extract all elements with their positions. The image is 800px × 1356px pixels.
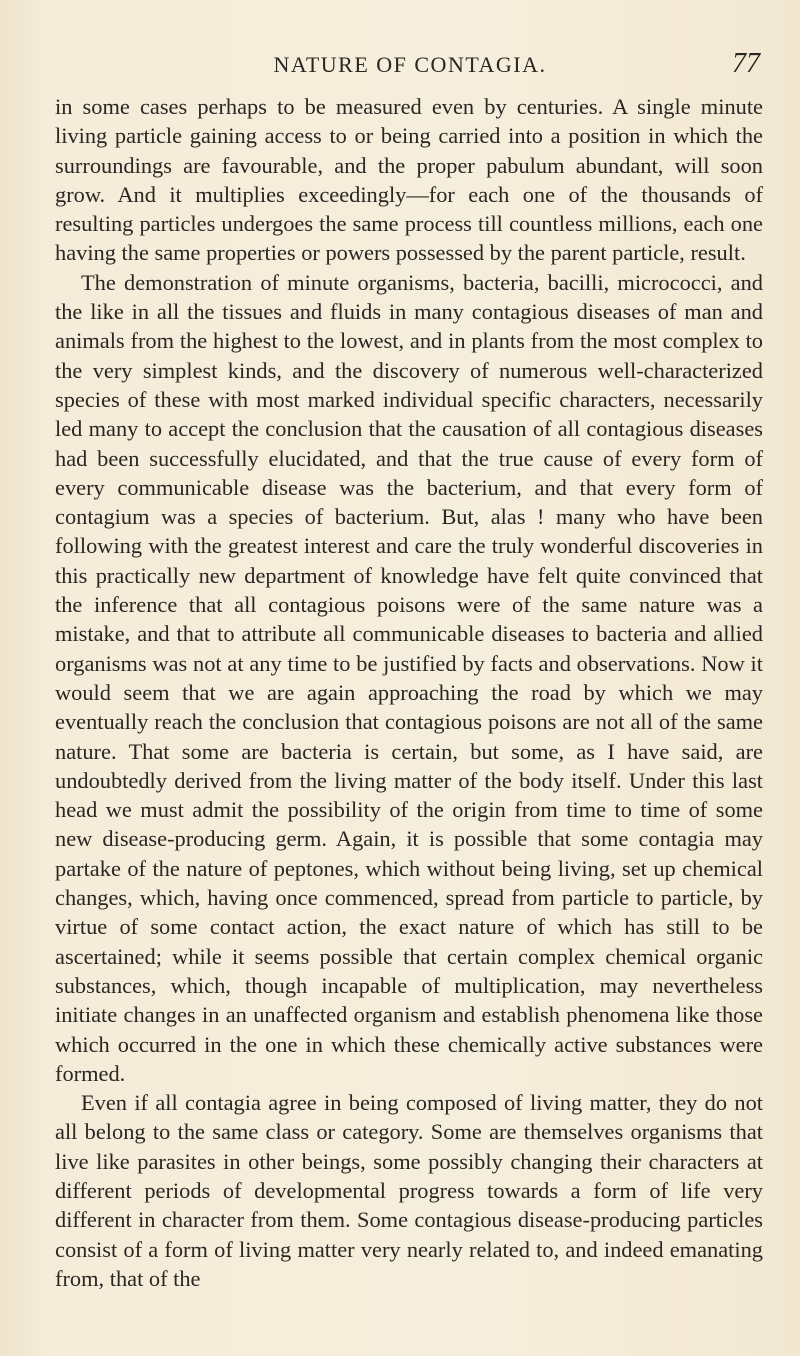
- paragraph-contagia: Even if all contagia agree in being composed of living matter, they do not all belong to the same class or category. Some are themselves organisms that live like parasites in other beings, some possibly changing their characters at different periods of developmental progress towards a form of life very different in character from them. Some contagious disease-producing particles consist of a form of living matter very nearly related to, and indeed emanating from, that of the: [55, 1090, 763, 1291]
- body-text: [55, 92, 763, 1293]
- page-number: 77: [732, 48, 760, 79]
- paragraph-continuation: in some cases perhaps to be measured even by centuries. A single minute living particle gaining access to or being carried into a position in which the surroundings are favourable, and the proper pabulum abundant, will soon grow. And it multiplies exceedingly—for each one of the thousands of resulting particles undergoes the same process till countless millions, each one having the same properties or powers possessed by the parent particle, result.: [55, 94, 763, 266]
- page-header: [60, 46, 760, 86]
- paragraph-demonstration: The demonstration of minute organisms, bacteria, bacilli, micrococci, and the like in all the tissues and fluids in many contagious diseases of man and animals from the highest to the lowest, and in plants from the most complex to the very simplest kinds, and the discovery of numerous well-characterized species of these with most marked individual specific characters, necessarily led many to accept the conclusion that the causation of all contagious diseases had been successfully elucidated, and that the true cause of every form of every communicable disease was the bacterium, and that every form of contagium was a species of bacterium. But, alas ! many who have been following with the greatest interest and care the truly wonderful discoveries in this practically new department of knowledge have felt quite convinced that the inference that all contagious poisons were of the same nature was a mistake, and that to attribute all communicable diseases to bacteria and allied organisms was not at any time to be justified by facts and observations. Now it would seem that we are again approaching the road by which we may eventually reach the conclusion that contagious poisons are not all of the same nature. That some are bacteria is certain, but some, as I have said, are undoubtedly derived from the living matter of the body itself. Under this last head we must admit the possibility of the origin from time to time of some new disease-producing germ. Again, it is possible that some contagia may partake of the nature of peptones, which without being living, set up chemical changes, which, having once commenced, spread from particle to particle, by virtue of some contact action, the exact nature of which has still to be ascertained; while it seems possible that certain complex chemical organic substances, which, though incapable of multiplication, may nevertheless initiate changes in an unaffected organism and establish phenomena like those which occurred in the one in which these chemically active substances were formed.: [55, 269, 763, 1086]
- running-title: NATURE OF CONTAGIA.: [273, 52, 547, 77]
